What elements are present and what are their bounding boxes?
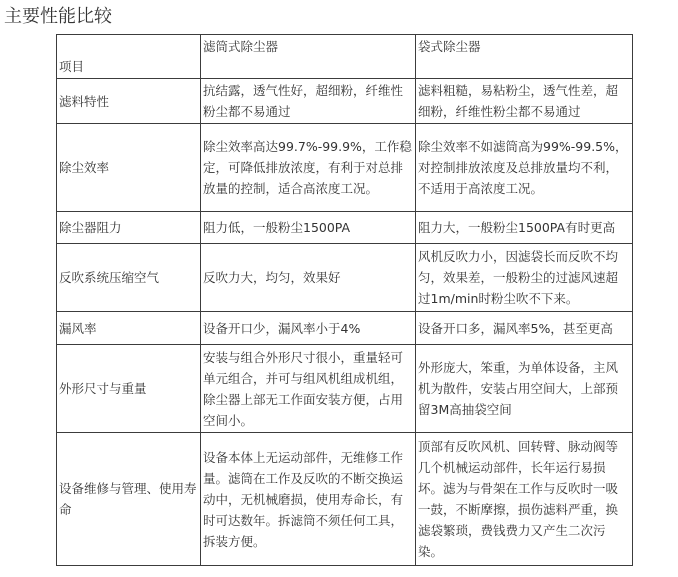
filter-cartridge-cell: 设备开口少，漏风率小于4%	[201, 312, 416, 345]
header-filter-cartridge: 滤筒式除尘器	[201, 35, 416, 79]
row-item-label: 反吹系统压缩空气	[57, 244, 201, 312]
table-row	[57, 244, 633, 312]
bag-filter-cell: 除尘效率不如滤筒高为99%-99.5%，对控制排放浓度及总排放量均不利，不适用于高浓度工况。	[416, 124, 633, 212]
row-item-label: 外形尺寸与重量	[57, 345, 201, 433]
comparison-table	[56, 34, 633, 566]
filter-cartridge-cell: 抗结露，透气性好，超细粉，纤维性粉尘都不易通过	[201, 79, 416, 124]
filter-cartridge-cell: 除尘效率高达99.7%-99.9%，工作稳定，可降低排放浓度，有利于对总排放量的控制，适合高浓度工况。	[201, 124, 416, 212]
table-row	[57, 312, 633, 345]
bag-filter-cell: 设备开口多，漏风率5%，甚至更高	[416, 312, 633, 345]
table-row	[57, 433, 633, 566]
table-header-row	[57, 35, 633, 79]
filter-cartridge-cell: 安装与组合外形尺寸很小，重量轻可单元组合，并可与组风机组成机组，除尘器上部无工作面安装方便，占用空间小。	[201, 345, 416, 433]
row-item-label: 滤料特性	[57, 79, 201, 124]
table-row	[57, 212, 633, 244]
bag-filter-cell: 滤料粗糙，易粘粉尘，透气性差，超细粉，纤维性粉尘都不易通过	[416, 79, 633, 124]
bag-filter-cell: 外形庞大，笨重，为单体设备，主风机为散件，安装占用空间大，上部预留3M高抽袋空间	[416, 345, 633, 433]
filter-cartridge-cell: 设备本体上无运动部件，无维修工作量。滤筒在工作及反吹的不断交换运动中，无机械磨损，使用寿命长，有时可达数年。拆滤筒不须任何工具，拆装方便。	[201, 433, 416, 566]
table-row	[57, 124, 633, 212]
bag-filter-cell: 顶部有反吹风机、回转臂、脉动阀等几个机械运动部件，长年运行易损坏。滤为与骨架在工作与反吹时一吸一鼓，不断摩擦，损伤滤料严重，换滤袋繁琐，费钱费力又产生二次污染。	[416, 433, 633, 566]
filter-cartridge-cell: 反吹力大，均匀，效果好	[201, 244, 416, 312]
row-item-label: 漏风率	[57, 312, 201, 345]
bag-filter-cell: 阻力大，一般粉尘1500PA有时更高	[416, 212, 633, 244]
filter-cartridge-cell: 阻力低，一般粉尘1500PA	[201, 212, 416, 244]
header-item: 项目	[57, 35, 201, 79]
bag-filter-cell: 风机反吹力小，因滤袋长而反吹不均匀，效果差，一般粉尘的过滤风速超过1m/min时粉尘吹不下来。	[416, 244, 633, 312]
row-item-label: 除尘器阻力	[57, 212, 201, 244]
table-row	[57, 345, 633, 433]
page-title: 主要性能比较	[4, 6, 112, 27]
row-item-label: 设备维修与管理、使用寿命	[57, 433, 201, 566]
row-item-label: 除尘效率	[57, 124, 201, 212]
header-bag-filter: 袋式除尘器	[416, 35, 633, 79]
table-row	[57, 79, 633, 124]
